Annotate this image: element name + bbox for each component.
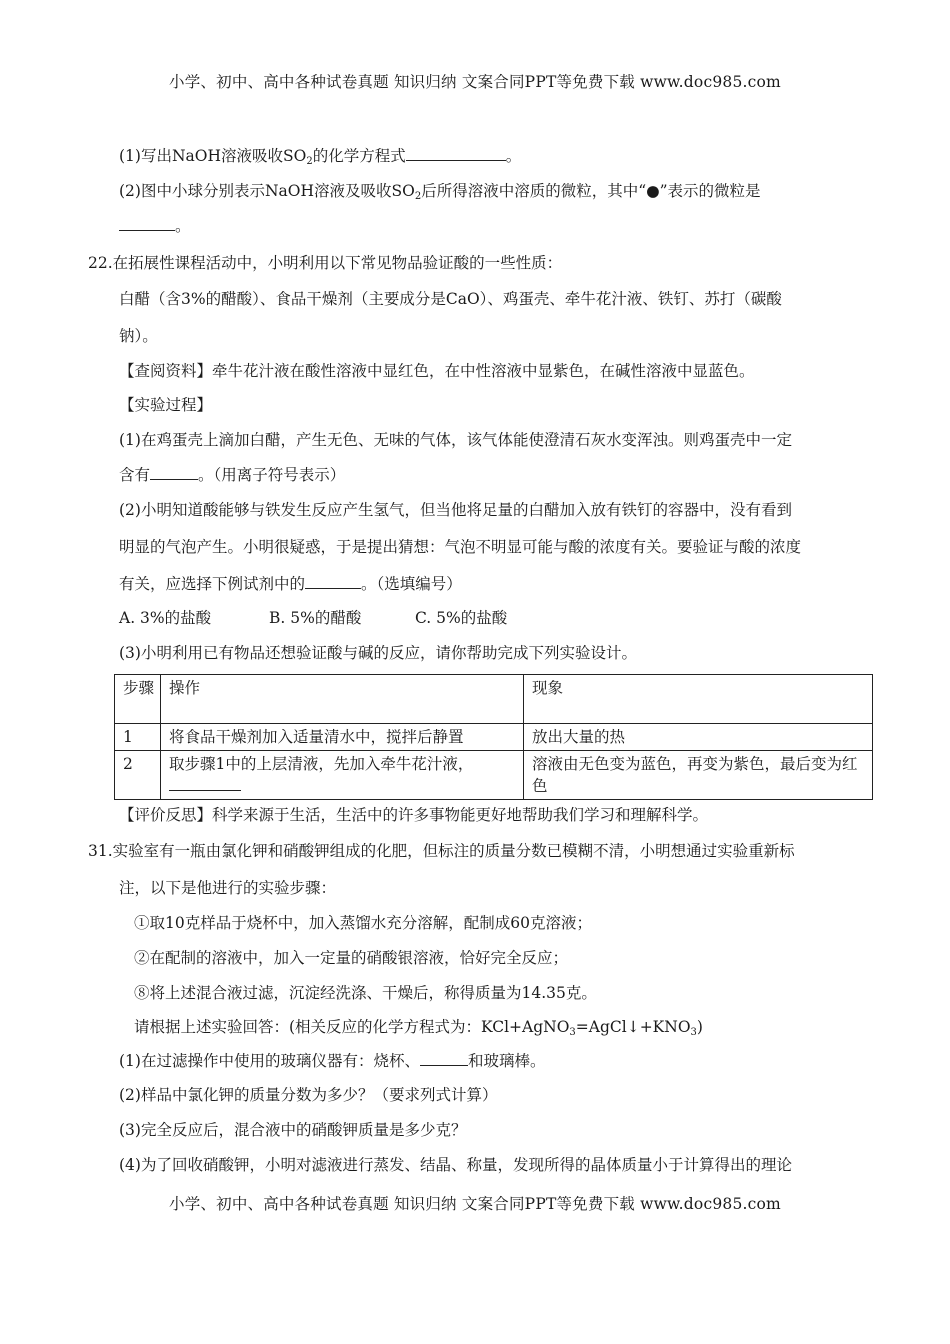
table-row (115, 724, 873, 751)
q31-part3: (3)完全反应后，混合液中的硝酸钾质量是多少克？ (119, 1121, 467, 1139)
header-phenomenon: 现象 (524, 675, 873, 724)
row1-step: 1 (115, 724, 161, 751)
q22-step2-text-b: 。（选填编号） (361, 575, 462, 593)
q22-step1-text-a: 含有 (119, 466, 151, 484)
page-header: 小学、初中、高中各种试卷真题 知识归纳 文案合同PPT等免费下载 www.doc985.com (169, 73, 781, 91)
q22-items-line2: 钠）。 (119, 327, 158, 345)
q22-process-heading: 【实验过程】 (119, 396, 213, 414)
q22-intro: 22.在拓展性课程活动中，小明利用以下常见物品验证酸的一些性质： (88, 254, 563, 272)
row2-phenomenon: 溶液由无色变为蓝色，再变为紫色，最后变为红色 (524, 751, 873, 800)
q22-options (119, 607, 507, 629)
option-b: B. 5%的醋酸 (269, 609, 362, 627)
q22-step3: (3)小明利用已有物品还想验证酸与碱的反应，请你帮助完成下列实验设计。 (119, 644, 637, 662)
q22-step2-text-a: 有关，应选择下例试剂中的 (119, 575, 306, 593)
q31-intro-line2: 注，以下是他进行的实验步骤： (119, 879, 337, 897)
q21-part1-text-a: (1)写出NaOH溶液吸收SO (119, 147, 307, 165)
header-step: 步骤 (115, 675, 161, 724)
q31-part1-text-a: (1)在过滤操作中使用的玻璃仪器有：烧杯、 (119, 1052, 420, 1070)
q21-part1-text-c: 。 (505, 147, 522, 165)
q31-part2: (2)样品中氯化钾的质量分数为多少？（要求列式计算） (119, 1086, 498, 1104)
q21-part2-text-b: 后所得溶液中溶质的微粒，其中“●”表示的微粒是 (421, 182, 761, 200)
row2-operation-blank-line (169, 775, 517, 797)
q22-step2-line1: (2)小明知道酸能够与铁发生反应产生氢气，但当他将足量的白醋加入放有铁钉的容器中，没有看到 (119, 501, 792, 519)
q21-part2-answer-blank[interactable] (119, 215, 175, 231)
table-row (115, 751, 873, 800)
q21-part1-answer-blank[interactable] (406, 145, 506, 161)
q31-ask-text-c: ) (696, 1018, 703, 1036)
q21-part1-text-b: 的化学方程式 (312, 147, 406, 165)
q31-part1 (119, 1050, 545, 1072)
q22-step1-answer-blank[interactable] (150, 464, 198, 480)
q31-part1-answer-blank[interactable] (420, 1050, 468, 1066)
q22-step1-line2 (119, 464, 345, 486)
q22-step1-line1: (1)在鸡蛋壳上滴加白醋，产生无色、无味的气体，该气体能使澄清石灰水变浑浊。则鸡蛋壳中一定 (119, 431, 792, 449)
q31-ask-text-a: 请根据上述实验回答：(相关反应的化学方程式为：KCl+AgNO (134, 1018, 570, 1036)
q21-part2-text-a: (2)图中小球分别表示NaOH溶液及吸收SO (119, 182, 415, 200)
experiment-table (114, 674, 873, 800)
q21-part2-text-c: 。 (175, 217, 191, 235)
option-c: C. 5%的盐酸 (415, 609, 508, 627)
q21-part2 (119, 180, 761, 202)
q22-step1-text-b: 。（用离子符号表示） (198, 466, 346, 484)
q22-step2-line3 (119, 573, 462, 595)
q22-step2-line2: 明显的气泡产生。小明很疑惑，于是提出猜想：气泡不明显可能与酸的浓度有关。要验证与酸的浓度 (119, 538, 802, 556)
q31-ask-sub2: 3 (690, 1027, 697, 1038)
q21-part2-sub: 2 (414, 191, 422, 202)
q31-part1-text-b: 和玻璃棒。 (467, 1052, 546, 1070)
row2-answer-blank[interactable] (169, 775, 241, 791)
row2-operation: 取步骤1中的上层清液，先加入牵牛花汁液， (169, 755, 474, 773)
row1-operation: 将食品干燥剂加入适量清水中，搅拌后静置 (161, 724, 524, 751)
row2-step: 2 (115, 751, 161, 800)
q22-items-line1: 白醋（含3%的醋酸）、食品干燥剂（主要成分是CaO）、鸡蛋壳、牵牛花汁液、铁钉、苏打（碳酸 (119, 290, 782, 308)
header-operation: 操作 (161, 675, 524, 724)
row1-phenomenon: 放出大量的热 (524, 724, 873, 751)
page-footer: 小学、初中、高中各种试卷真题 知识归纳 文案合同PPT等免费下载 www.doc985.com (169, 1195, 781, 1213)
q31-step3: ⑧将上述混合液过滤，沉淀经洗涤、干燥后，称得质量为14.35克。 (134, 984, 597, 1002)
table-header-row (115, 675, 873, 724)
q31-intro-line1: 31.实验室有一瓶由氯化钾和硝酸钾组成的化肥，但标注的质量分数已模糊不清，小明想通过实验重新标 (88, 842, 795, 860)
q21-part1 (119, 145, 521, 167)
q21-part1-sub: 2 (306, 156, 313, 167)
q31-ask-text-b: =AgCl↓+KNO (575, 1018, 691, 1036)
q31-step2: ②在配制的溶液中，加入一定量的硝酸银溶液，恰好完全反应； (134, 949, 569, 967)
q22-step2-answer-blank[interactable] (305, 573, 361, 589)
q21-part2-cont (119, 215, 191, 237)
q22-evaluation: 【评价反思】科学来源于生活，生活中的许多事物能更好地帮助我们学习和理解科学。 (119, 806, 709, 824)
row2-operation-cell (161, 751, 524, 800)
option-a: A. 3%的盐酸 (119, 609, 212, 627)
q31-step1: ①取10克样品于烧杯中，加入蒸馏水充分溶解，配制成60克溶液； (134, 914, 592, 932)
q22-reference: 【查阅资料】牵牛花汁液在酸性溶液中显红色，在中性溶液中显紫色，在碱性溶液中显蓝色。 (119, 362, 755, 380)
q31-part4: (4)为了回收硝酸钾，小明对滤液进行蒸发、结晶、称量，发现所得的晶体质量小于计算得出的理论 (119, 1156, 792, 1174)
q31-ask (134, 1016, 703, 1038)
q31-ask-sub1: 3 (569, 1027, 576, 1038)
